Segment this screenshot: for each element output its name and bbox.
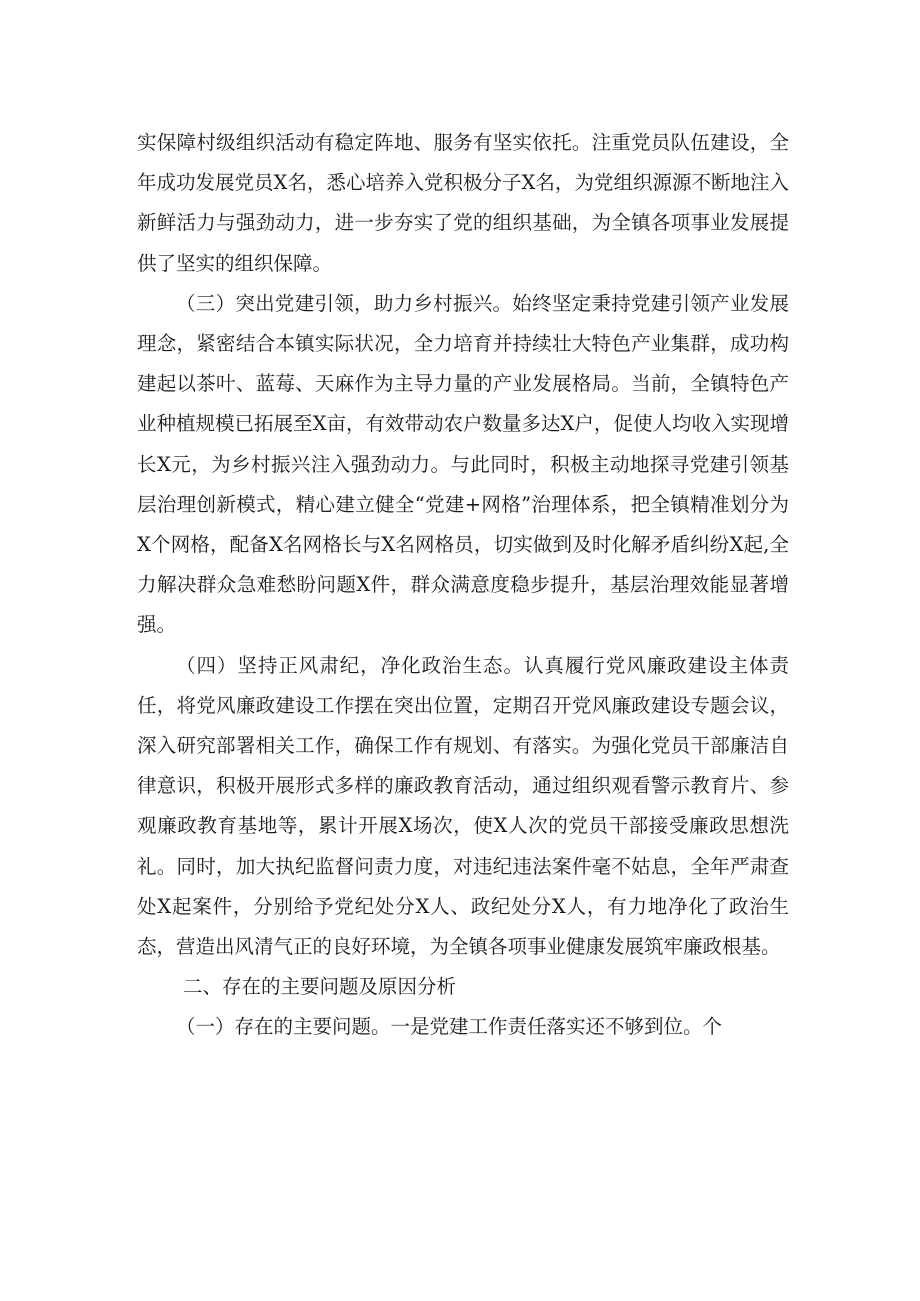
paragraph-section-four: （四）坚持正风肃纪，净化政治生态。认真履行党风廉政建设主体责任，将党风廉政建设工作摆在突出位置，定期召开党风廉政建设专题会议，深入研究部署相关工作，确保工作有规划、有落实。为强化党员干部廉洁自律意识，积极开展形式多样的廉政教育活动，通过组织观看警示教育片、参观廉政教育基地等，累计开展X场次，使X人次的党员干部接受廉政思想洗礼。同时，加大执纪监督问责力度，对违纪违法案件毫不姑息，全年严肃查处X起案件，分别给予党纪处分X人、政纪处分X人，有力地净化了政治生态，营造出风清气正的良好环境，为全镇各项事业健康发展筑牢廉政根基。 (137, 653, 789, 959)
paragraph-section-three: （三）突出党建引领，助力乡村振兴。始终坚定秉持党建引领产业发展理念，紧密结合本镇实际状况，全力培育并持续壮大特色产业集群，成功构建起以茶叶、蓝莓、天麻作为主导力量的产业发展格局。当前，全镇特色产业种植规模已拓展至X亩，有效带动农户数量多达X户，促使人均收入实现增长X元，为乡村振兴注入强劲动力。与此同时，积极主动地探寻党建引领基层治理创新模式，精心建立健全“党建+网格”治理体系，把全镇精准划分为X个网格，配备X名网格长与X名网格员，切实做到及时化解矛盾纠纷X起,全力解决群众急难愁盼问题X件，群众满意度稳步提升，基层治理效能显著增强。 (137, 291, 789, 637)
section-heading: 二、存在的主要问题及原因分析 (183, 975, 457, 999)
document-body (137, 123, 789, 1048)
paragraph-problems: （一）存在的主要问题。一是党建工作责任落实还不够到位。个 (176, 1015, 723, 1039)
paragraph-continuation: 实保障村级组织活动有稳定阵地、服务有坚实依托。注重党员队伍建设，全年成功发展党员X名，悉心培养入党积极分子X名，为党组织源源不断地注入新鲜活力与强劲动力，进一步夯实了党的组织基础，为全镇各项事业发展提供了坚实的组织保障。 (137, 131, 789, 275)
